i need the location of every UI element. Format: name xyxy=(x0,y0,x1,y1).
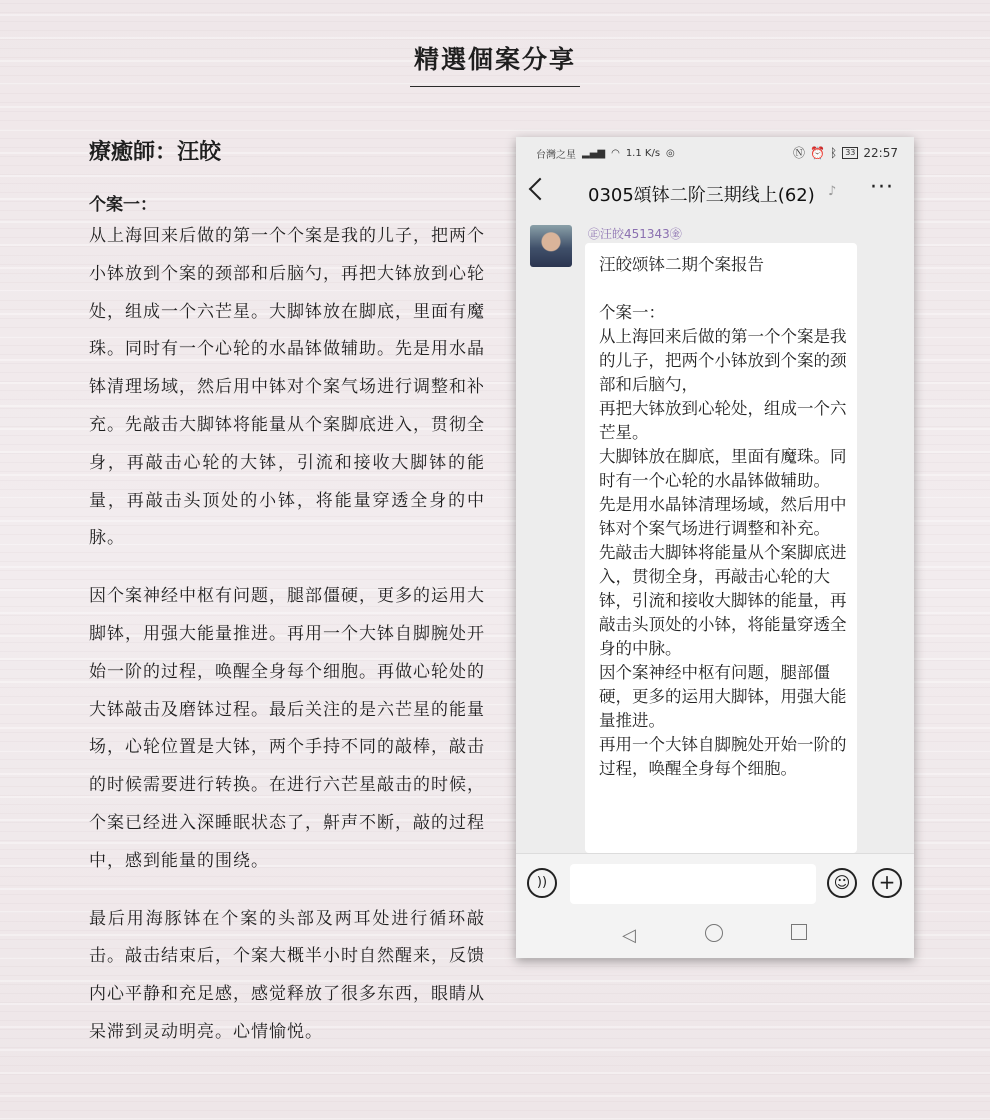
plus-icon[interactable]: + xyxy=(872,868,902,898)
article-paragraph-1: 从上海回来后做的第一个个案是我的儿子，把两个小钵放到个案的颈部和后脑勺，再把大钵放到心轮处，组成一个六芒星。大脚钵放在脚底，里面有魔珠。同时有一个心轮的水晶钵做辅助。先是用水晶钵清理场域，然后用中钵对个案气场进行调整和补充。先敲击大脚钵将能量从个案脚底进入，贯彻全身，再敲击心轮的大钵，引流和接收大脚钵的能量，再敲击头顶处的小钵，将能量穿透全身的中脉。 xyxy=(89,226,485,549)
bluetooth-icon: ᛒ xyxy=(830,145,838,160)
battery-icon: 33 xyxy=(842,147,858,159)
chat-title: 0305頌钵二阶三期线上(62) xyxy=(588,185,815,206)
camera-icon: ◎ xyxy=(666,148,675,159)
network-speed: 1.1 K/s xyxy=(625,148,661,159)
sender-name: ㊣汪皎451343㊎ xyxy=(588,227,682,241)
message-bubble[interactable] xyxy=(585,243,857,853)
article-paragraph-2: 因个案神经中枢有问题，腿部僵硬，更多的运用大脚钵，用强大能量推进。再用一个大钵自脚腕处开始一阶的过程，唤醒全身每个细胞。再做心轮处的大钵敲击及磨钵过程。最后关注的是六芒星的能量场，心轮位置是大钵，两个手持不同的敲棒，敲击的时候需要进行转换。在进行六芒星敲击的时候，个案已经进入深睡眠状态了，鼾声不断，敲的过程中，感到能量的围绕。 xyxy=(89,586,485,871)
nav-back-icon[interactable]: ◁ xyxy=(622,925,636,946)
mute-icon: ♪ xyxy=(828,184,837,199)
emoji-icon[interactable]: ☺ xyxy=(827,868,857,898)
page-title: 精選個案分享 xyxy=(410,40,580,87)
alarm-icon: ⏰ xyxy=(810,145,826,160)
article xyxy=(89,136,485,1072)
case-heading: 个案一： xyxy=(89,195,157,215)
carrier-label: 台灣之星 xyxy=(536,150,576,161)
chat-header xyxy=(516,167,914,217)
message-input[interactable] xyxy=(570,864,816,904)
status-bar xyxy=(516,137,914,167)
page-title-wrap xyxy=(0,40,990,87)
wifi-icon: ◠ xyxy=(611,148,620,159)
avatar[interactable] xyxy=(530,225,572,267)
input-bar xyxy=(516,853,914,912)
nav-home-icon[interactable] xyxy=(705,924,723,942)
signal-icon: ▂▄▆ xyxy=(582,148,606,159)
nav-recent-apps-icon[interactable] xyxy=(791,924,807,940)
navigation-bar xyxy=(516,911,914,958)
status-time: 22:57 xyxy=(863,145,898,160)
nfc-icon: Ⓝ xyxy=(793,146,806,160)
phone-screenshot xyxy=(516,137,914,958)
message-text: 汪皎颂钵二期个案报告 个案一： 从上海回来后做的第一个个案是我的儿子，把两个小钵放到个案的颈部和后脑勺， 再把大钵放到心轮处，组成一个六芒星。 大脚钵放在脚底，里面有魔珠。同时有一个心轮的水晶钵做辅助。 先是用水晶钵清理场域，然后用中钵对个案气场进行调整和补充。 先敲击大脚钵将能量从个案脚底进入，贯彻全身，再敲击心轮的大钵，引流和接收大脚钵的能量，再敲击头顶处的小钵，将能量穿透全身的中脉。 因个案神经中枢有问题，腿部僵硬，更多的运用大脚钵，用强大能量推进。 再用一个大钵自脚腕处开始一阶的过程，唤醒全身每个细胞。 xyxy=(599,255,847,778)
article-paragraph-3: 最后用海豚钵在个案的头部及两耳处进行循环敲击。敲击结束后，个案大概半小时自然醒来，反馈内心平静和充足感，感觉释放了很多东西，眼睛从呆滞到灵动明亮。心情愉悦。 xyxy=(89,908,485,1042)
back-arrow-icon[interactable] xyxy=(529,178,552,201)
healer-name: 療癒師：汪皎 xyxy=(89,139,222,165)
voice-icon[interactable]: )) xyxy=(527,868,557,898)
more-options-icon[interactable]: ··· xyxy=(870,175,894,200)
